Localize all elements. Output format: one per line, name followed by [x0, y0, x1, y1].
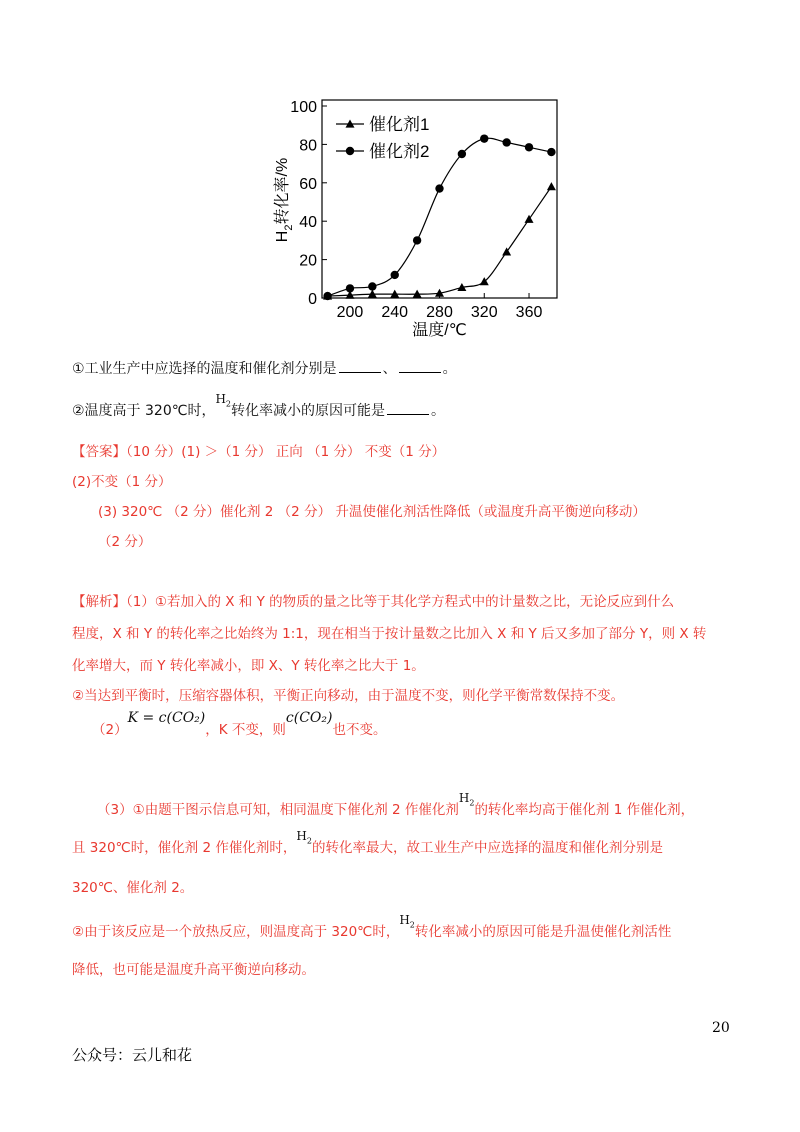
y-tick-label: 20 — [299, 252, 317, 270]
data-point-series-2 — [391, 271, 399, 279]
analysis-line-1: 【解析】（1）①若加入的 X 和 Y 的物质的量之比等于其化学方程式中的计量数之比，无论反应到什么 — [72, 594, 675, 610]
data-point-series-1 — [547, 182, 556, 190]
conversion-rate-chart — [0, 0, 800, 350]
answer-line-2: (2)不变（1 分） — [72, 474, 172, 490]
page-number: 20 — [712, 1020, 730, 1036]
x-tick-label: 320 — [470, 304, 498, 321]
data-point-series-2 — [368, 282, 376, 290]
y-tick-label: 80 — [299, 137, 317, 155]
h2-formula: $H_2$ — [215, 392, 232, 409]
data-point-series-2 — [458, 150, 466, 158]
data-point-series-2 — [547, 148, 555, 156]
chart-series — [323, 134, 556, 300]
legend-label-1: 催化剂1 — [369, 115, 430, 134]
data-point-series-2 — [525, 143, 533, 151]
y-axis-label: $H_2$转化率/% — [274, 157, 295, 243]
equilibrium-constant-formula: K = c(CO₂) — [127, 710, 206, 726]
series-line-2 — [328, 138, 552, 296]
analysis-line-8: 320℃、催化剂 2。 — [72, 880, 194, 896]
answer-line-4: （2 分） — [98, 534, 152, 550]
legend-marker-2 — [346, 147, 354, 155]
question-2 — [72, 392, 446, 420]
y-tick-label: 0 — [308, 291, 317, 308]
data-point-series-2 — [435, 184, 443, 192]
analysis-line-2: 程度，X 和 Y 的转化率之比始终为 1:1，现在相当于按计量数之比加入 X 和 Y 后又多加了部分 Y，则 X 转 — [72, 626, 707, 642]
chart-axes — [322, 100, 557, 298]
analysis-line-3: 化率增大，而 Y 转化率减小，即 X、Y 转化率之比大于 1。 — [72, 658, 425, 674]
legend-label-2: 催化剂2 — [369, 142, 430, 161]
h2-formula: $H_2$ — [399, 913, 415, 930]
analysis-line-7: 且 320℃时，催化剂 2 作催化剂时，$H_2$的转化率最大，故工业生产中应选择的温度和催化剂分别是 — [72, 829, 663, 856]
question-1-text: ①工业生产中应选择的温度和催化剂分别是 — [72, 361, 337, 377]
y-tick-label: 60 — [299, 175, 317, 193]
data-point-series-1 — [502, 247, 511, 255]
answer-blank-3 — [387, 413, 429, 415]
data-point-series-1 — [525, 215, 534, 223]
answer-line-1: 【答案】（10 分）(1) ＞（1 分） 正向 （1 分） 不变（1 分） — [72, 444, 446, 460]
footer-wechat: 公众号：云儿和花 — [72, 1046, 193, 1064]
answer-blank-1 — [339, 371, 381, 373]
answer-line-3: (3) 320℃ （2 分）催化剂 2 （2 分） 升温使催化剂活性降低（或温度升高平衡逆向移动） — [98, 504, 646, 520]
x-tick-label: 280 — [426, 304, 453, 321]
x-tick-label: 360 — [515, 304, 543, 321]
y-tick-label: 40 — [299, 214, 317, 232]
analysis-line-9: ②由于该反应是一个放热反应，则温度高于 320℃时，$H_2$转化率减小的原因可能是升温使催化剂活性 — [72, 913, 672, 940]
question-2-end: 。 — [431, 403, 446, 419]
data-point-series-2 — [346, 284, 354, 292]
x-axis-label: 温度/℃ — [412, 322, 467, 339]
question-1 — [72, 358, 457, 378]
x-tick-label: 240 — [381, 304, 409, 321]
analysis-line-5: （2）K = c(CO₂)，K 不变，则c(CO₂)也不变。 — [92, 710, 387, 738]
data-point-series-2 — [502, 138, 510, 146]
question-1-end: 。 — [442, 361, 457, 377]
question-2-post: 转化率减小的原因可能是 — [231, 403, 386, 419]
chart-labels — [273, 99, 542, 339]
series-line-1 — [328, 187, 552, 296]
chart-legend — [336, 115, 429, 161]
data-point-series-2 — [323, 292, 331, 300]
h2-formula: $H_2$ — [296, 829, 312, 846]
question-1-sep: 、 — [382, 361, 397, 377]
x-tick-label: 200 — [336, 304, 364, 321]
data-point-series-2 — [413, 236, 421, 244]
analysis-line-4: ②当达到平衡时，压缩容器体积，平衡正向移动，由于温度不变，则化学平衡常数保持不变。 — [72, 688, 625, 704]
analysis-line-10: 降低，也可能是温度升高平衡逆向移动。 — [72, 962, 315, 978]
data-point-series-2 — [480, 134, 488, 142]
co2-concentration-formula: c(CO₂) — [285, 710, 333, 726]
analysis-line-6: （3）①由题干图示信息可知，相同温度下催化剂 2 作催化剂$H_2$的转化率均高于催化剂 1 作催化剂， — [97, 791, 695, 818]
answer-blank-2 — [399, 371, 441, 373]
h2-formula: $H_2$ — [458, 791, 475, 808]
question-2-pre: ②温度高于 320℃时， — [72, 403, 216, 419]
y-tick-label: 100 — [290, 99, 317, 116]
plot-frame — [322, 100, 557, 298]
